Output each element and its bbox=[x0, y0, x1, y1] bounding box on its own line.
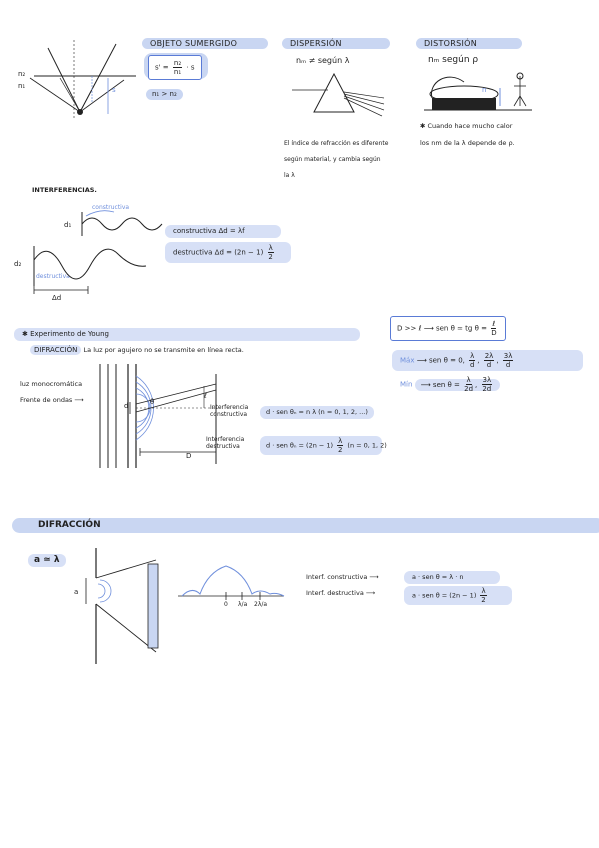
label-delta-d: Δd bbox=[52, 294, 62, 302]
dispersion-desc-1: El índice de refracción es diferente bbox=[284, 140, 389, 147]
approx-num: ℓ bbox=[492, 320, 496, 328]
diffraction-constructive-label: Interf. constructiva ⟶ bbox=[306, 573, 379, 581]
diffraction-title: DIFRACCIÓN bbox=[12, 518, 599, 533]
formula-lhs: s' = bbox=[155, 63, 169, 72]
max-f3-num: 3λ bbox=[503, 352, 513, 360]
axis-0: 0 bbox=[224, 601, 228, 608]
destructive-den: 2 bbox=[268, 253, 273, 261]
axis-2: 2λ/a bbox=[254, 601, 268, 608]
diffraction-destructive-fraction bbox=[480, 587, 486, 604]
young-header: ✱ Experimento de Young bbox=[14, 328, 360, 341]
approx-fraction bbox=[491, 320, 496, 337]
min-f2-den: 2d bbox=[482, 385, 492, 393]
formula-num: n₂ bbox=[173, 59, 182, 67]
young-destructive-den: 2 bbox=[338, 446, 343, 454]
axis-1: λ/a bbox=[238, 601, 248, 608]
dispersion-desc-2: según material, y cambia según bbox=[284, 156, 381, 163]
min-label: Mín bbox=[400, 380, 413, 389]
young-destructive-num: λ bbox=[338, 437, 343, 445]
refraction-title: OBJETO SUMERGIDO bbox=[142, 38, 268, 49]
approx-text: D >> ℓ ⟶ sen θ ≃ tg θ = bbox=[397, 324, 487, 333]
dispersion-subtitle: nₘ ≠ según λ bbox=[296, 56, 350, 65]
distortion-subtitle: nₘ según ρ bbox=[428, 55, 479, 65]
diffraction-condition: a ≃ λ bbox=[28, 554, 66, 567]
min-f1-num: λ bbox=[466, 376, 471, 384]
diffraction-constructive-formula: a · sen θ = λ · n bbox=[404, 571, 500, 584]
max-f2-num: 2λ bbox=[484, 352, 494, 360]
distortion-note-2: los nm de la λ depende de ρ. bbox=[420, 139, 515, 147]
max-text: ⟶ sen θ = 0, bbox=[416, 356, 465, 365]
young-difraccion-line bbox=[30, 346, 244, 355]
dispersion-desc-3: la λ bbox=[284, 172, 295, 179]
destructive-num: λ bbox=[268, 244, 273, 252]
interf-destructive-arrow bbox=[206, 436, 244, 450]
young-label-l: ℓ bbox=[204, 392, 207, 400]
small-angle-approx bbox=[390, 316, 506, 341]
max-formula: Máx ⟶ sen θ = 0, $\frac{\lambda}{d}$ , $\frac{2\lambda}{d}$ , $\frac{3\lambda}{d}$ bbox=[392, 350, 583, 371]
interf-constructive-arrow bbox=[210, 404, 248, 418]
difraccion-label: DIFRACCIÓN bbox=[30, 345, 81, 355]
refraction-formula bbox=[148, 55, 202, 80]
arrow-icon: ⟶ bbox=[74, 396, 84, 404]
young-destructive-fraction bbox=[337, 437, 343, 454]
min-f2-num: 3λ bbox=[482, 376, 492, 384]
mirage-diagram bbox=[424, 68, 534, 118]
formula-fraction bbox=[173, 59, 182, 76]
young-label-d: d bbox=[124, 402, 129, 410]
interf-d-1: Interferencia bbox=[206, 436, 245, 443]
label-destructive-sketch: destructiva bbox=[36, 273, 70, 280]
destructive-fraction bbox=[268, 244, 274, 261]
diffraction-destructive-formula bbox=[404, 586, 512, 605]
label-d2: d₂ bbox=[14, 260, 22, 268]
refraction-diagram bbox=[20, 40, 140, 120]
young-label-D: D bbox=[186, 452, 192, 460]
interf-d-2: destructiva bbox=[206, 443, 240, 450]
min-highlight: ⟶ sen θ = $\frac{\lambda}{2d}$ , $\frac{3\lambda}{2d}$ bbox=[415, 379, 500, 391]
wavefront-text: Frente de ondas bbox=[20, 396, 73, 404]
diffraction-destructive-den: 2 bbox=[481, 596, 486, 604]
young-destructive-text: d · sen θₙ = (2n − 1) bbox=[266, 441, 334, 450]
interf-c-2: constructiva bbox=[210, 411, 248, 418]
young-destructive-formula bbox=[260, 436, 387, 455]
min-text: ⟶ sen θ = bbox=[420, 380, 460, 389]
interference-title: INTERFERENCIAS. bbox=[32, 186, 97, 194]
wavefront-label bbox=[20, 396, 84, 405]
young-destructive-tail: (n = 0, 1, 2) bbox=[347, 441, 387, 450]
max-f1-den: d bbox=[469, 361, 475, 369]
max-f2-den: d bbox=[486, 361, 492, 369]
interference-waves bbox=[30, 206, 160, 298]
distortion-label-n: n bbox=[482, 86, 487, 94]
diffraction-destructive-label: Interf. destructiva ⟶ bbox=[306, 589, 376, 597]
max-frac-2 bbox=[484, 352, 495, 369]
label-n2: n₂ bbox=[18, 70, 26, 78]
light-label: luz monocromática bbox=[20, 380, 83, 388]
max-f3-den: d bbox=[505, 361, 511, 369]
dispersion-title: DISPERSIÓN bbox=[282, 38, 390, 49]
max-f1-num: λ bbox=[470, 352, 475, 360]
destructive-formula-text: destructiva Δd = (2n − 1) bbox=[173, 248, 264, 257]
label-s: s bbox=[112, 86, 116, 94]
min-formula bbox=[392, 374, 508, 395]
prism-diagram bbox=[288, 66, 388, 126]
label-n1: n₁ bbox=[18, 82, 26, 90]
max-frac-1 bbox=[469, 352, 475, 369]
formula-rhs: · s bbox=[186, 63, 195, 72]
diffraction-destructive-text: a · sen θ = (2n − 1) bbox=[412, 591, 477, 600]
approx-den: D bbox=[491, 329, 497, 337]
min-f1-den: 2d bbox=[464, 385, 474, 393]
refraction-condition: n₁ > n₂ bbox=[146, 89, 183, 100]
distortion-note-1: ✱ Cuando hace mucho calor bbox=[420, 122, 513, 130]
label-constructive-sketch: constructiva bbox=[92, 204, 130, 211]
formula-den: n₁ bbox=[173, 68, 182, 76]
distortion-title: DISTORSIÓN bbox=[416, 38, 522, 49]
label-d1: d₁ bbox=[64, 221, 72, 229]
diffraction-destructive-num: λ bbox=[481, 587, 486, 595]
destructive-formula bbox=[165, 242, 291, 263]
diffraction-slit-diagram bbox=[80, 548, 170, 668]
young-label-theta: θ bbox=[150, 398, 155, 406]
diffraction-intensity-plot bbox=[178, 560, 288, 610]
interf-c-1: Interferencia bbox=[210, 404, 249, 411]
constructive-formula: constructiva Δd = λf bbox=[165, 225, 281, 238]
diffraction-label-a: a bbox=[74, 588, 79, 596]
min-frac-2 bbox=[482, 376, 493, 393]
min-frac-1 bbox=[464, 376, 473, 393]
max-label: Máx bbox=[400, 356, 415, 365]
difraccion-text: La luz por agujero no se transmite en línea recta. bbox=[83, 346, 244, 354]
max-frac-3 bbox=[503, 352, 514, 369]
young-constructive-formula: d · sen θₙ = n λ (n = 0, 1, 2, ...) bbox=[260, 406, 374, 419]
